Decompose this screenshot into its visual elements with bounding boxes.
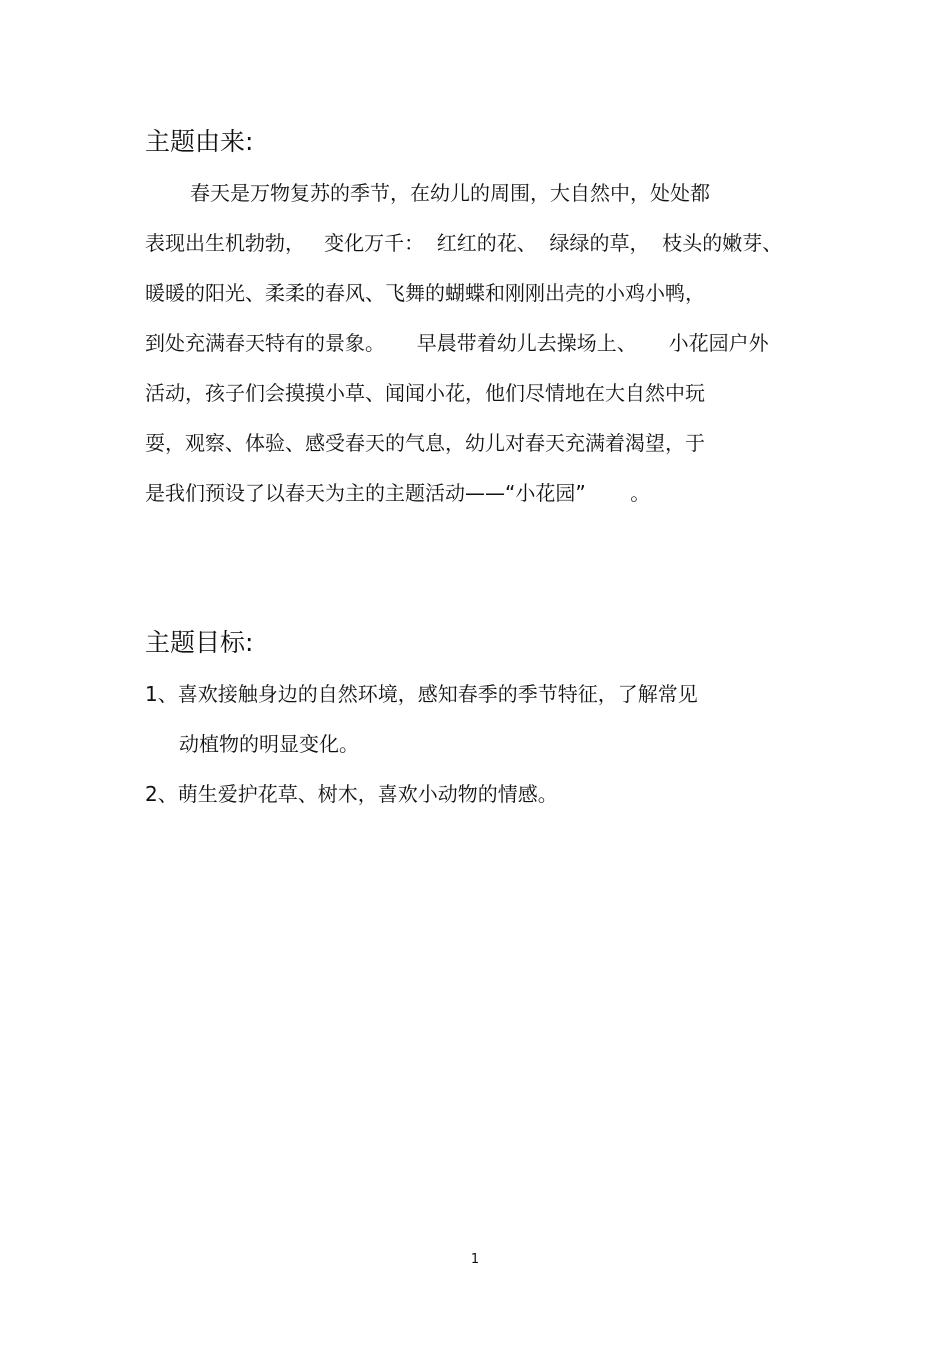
goal-item-1-line-2: 动植物的明显变化。 — [179, 732, 359, 756]
origin-paragraph-line-5: 活动，孩子们会摸摸小草、闻闻小花，他们尽情地在大自然中玩 — [145, 381, 705, 405]
origin-paragraph-line-4: 到处充满春天特有的景象。 早晨带着幼儿去操场上、 小花园户外 — [145, 331, 769, 355]
origin-paragraph-line-2: 表现出生机勃勃， 变化万千： 红红的花、 绿绿的草， 枝头的嫩芽、 — [145, 231, 783, 255]
goal-item-1-line-1: 1、喜欢接触身边的自然环境，感知春季的季节特征，了解常见 — [145, 682, 698, 706]
section-heading-goals: 主题目标: — [145, 628, 254, 657]
origin-paragraph-line-7: 是我们预设了以春天为主的主题活动——“小花园” 。 — [145, 481, 651, 505]
goal-item-2-line-1: 2、萌生爱护花草、树木，喜欢小动物的情感。 — [145, 782, 558, 806]
origin-paragraph-line-6: 耍，观察、体验、感受春天的气息，幼儿对春天充满着渴望，于 — [145, 431, 705, 455]
origin-paragraph-line-1: 春天是万物复苏的季节，在幼儿的周围，大自然中，处处都 — [190, 181, 710, 205]
origin-paragraph-line-3: 暖暖的阳光、柔柔的春风、飞舞的蝴蝶和刚刚出壳的小鸡小鸭， — [145, 281, 705, 305]
page-number: 1 — [470, 1252, 480, 1267]
section-heading-origin: 主题由来: — [145, 127, 254, 156]
